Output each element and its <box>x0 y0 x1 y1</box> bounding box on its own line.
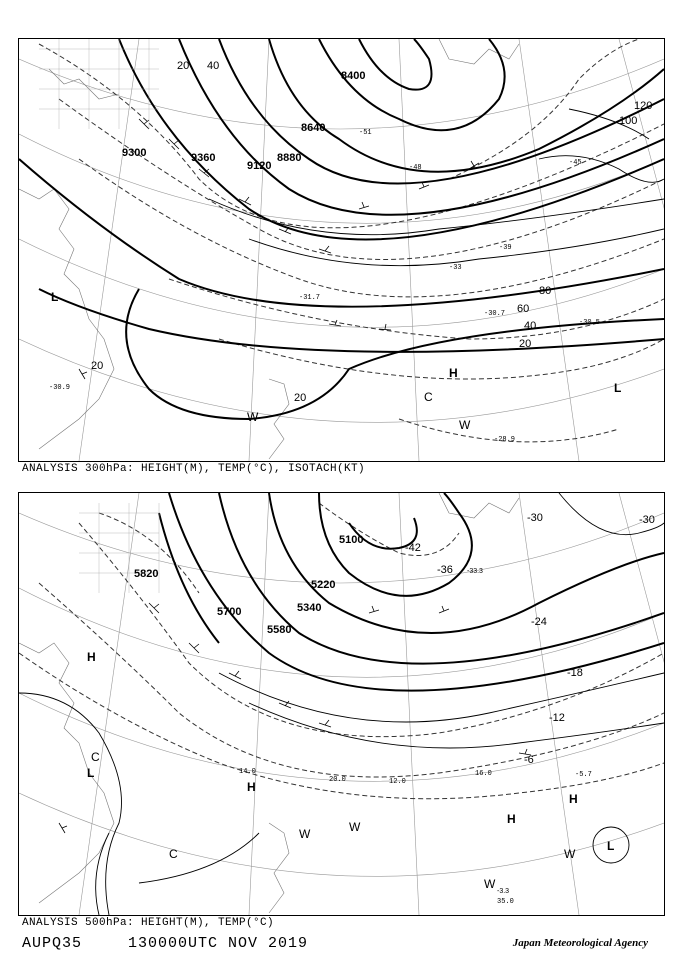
pressure-center-label: W <box>247 410 259 424</box>
station-value: 16.0 <box>475 770 492 778</box>
temp-label: -45 <box>569 159 582 167</box>
height-label: 9300 <box>122 147 147 159</box>
temp-contour-label: -6 <box>524 754 534 766</box>
temp-contour-label: -3.3 <box>497 888 510 895</box>
temp-contour-label: -18 <box>567 667 583 679</box>
station-value: -5.7 <box>575 771 592 779</box>
height-label: 9360 <box>191 152 216 164</box>
height-label: 5100 <box>339 534 364 546</box>
pressure-center-group <box>51 290 621 432</box>
map-500hpa-svg <box>19 493 664 915</box>
pressure-center-label: W <box>299 827 311 841</box>
temp-label: -30.7 <box>484 310 506 318</box>
height-label-group <box>134 534 363 636</box>
height-label: 5340 <box>297 602 322 614</box>
pressure-center-label: L <box>614 381 622 395</box>
height-label: 5700 <box>217 606 242 618</box>
pressure-center-label: C <box>169 847 178 861</box>
pressure-center-label: L <box>87 766 95 780</box>
height-label: 8880 <box>277 152 302 164</box>
map-panel-300hpa <box>18 38 665 462</box>
pressure-center-label: L <box>51 290 59 304</box>
height-label: 5820 <box>134 568 159 580</box>
caption-300hpa: ANALYSIS 300hPa: HEIGHT(M), TEMP(°C), ISOTACH(KT) <box>22 463 366 475</box>
height-label: 8400 <box>341 70 366 82</box>
temp-dashed-lines <box>19 503 664 799</box>
temp-contour-label: -30 <box>527 512 543 524</box>
pressure-center-label: C <box>91 750 100 764</box>
pressure-center-label: H <box>247 780 256 794</box>
temp-label: -31.7 <box>299 294 321 302</box>
height-label: 5580 <box>267 624 292 636</box>
station-value: 12.0 <box>389 778 406 786</box>
coastline <box>19 39 519 459</box>
temp-contour-label: -30 <box>639 514 655 526</box>
pressure-center-label: W <box>564 847 576 861</box>
pressure-center-label: H <box>449 366 458 380</box>
pressure-center-label: H <box>569 792 578 806</box>
pressure-center-label: H <box>87 650 96 664</box>
station-value: 14.0 <box>239 768 256 776</box>
isotach-label: 20 <box>519 338 532 350</box>
isotach-label: 40 <box>524 320 537 332</box>
pressure-center-label: C <box>424 390 433 404</box>
isotach-label: 20 <box>294 392 307 404</box>
valid-time: 130000UTC NOV 2019 <box>128 935 309 952</box>
agency-name: Japan Meteorological Agency <box>512 937 648 949</box>
height-label: 5220 <box>311 579 336 591</box>
pressure-center-label: W <box>484 877 496 891</box>
pressure-center-label: L <box>607 839 615 853</box>
pressure-center-label: W <box>349 820 361 834</box>
temp-contour-label: -24 <box>531 616 547 628</box>
temp-label: -39 <box>499 244 512 252</box>
isotach-label: 80 <box>539 285 552 297</box>
temp-contour-label: -42 <box>405 542 421 554</box>
height-label-group <box>122 70 365 172</box>
map-300hpa-svg <box>19 39 664 461</box>
coastline <box>19 493 519 913</box>
height-contours <box>159 493 664 691</box>
height-label: 8640 <box>301 122 326 134</box>
temp-label: -51 <box>359 129 372 137</box>
station-value: 20.0 <box>329 776 346 784</box>
pressure-center-label: W <box>459 418 471 432</box>
temp-label: -48 <box>409 164 422 172</box>
temp-label: -30.5 <box>579 319 601 327</box>
temp-label: -30.9 <box>49 384 71 392</box>
isotach-label: 100 <box>619 115 638 127</box>
station-value: 35.0 <box>497 898 514 906</box>
temp-contour-label: -33.3 <box>467 568 483 575</box>
temp-label: -28.9 <box>494 436 516 444</box>
height-contours <box>19 39 664 419</box>
temp-contour-label: -12 <box>549 712 565 724</box>
map-panel-500hpa <box>18 492 665 916</box>
pressure-center-label: H <box>507 812 516 826</box>
caption-500hpa: ANALYSIS 500hPa: HEIGHT(M), TEMP(°C) <box>22 917 275 929</box>
isotach-label: 40 <box>207 60 220 72</box>
isotach-label: 20 <box>91 360 104 372</box>
graticule <box>19 39 664 461</box>
isotach-label: 120 <box>634 100 653 112</box>
height-label: 9120 <box>247 160 272 172</box>
temp-contour-label: -36 <box>437 564 453 576</box>
chart-id: AUPQ35 <box>22 935 83 952</box>
isotach-label: 60 <box>517 303 530 315</box>
isotach-lines <box>39 39 664 442</box>
isotach-label: 20 <box>177 60 190 72</box>
temp-label: -33 <box>449 264 462 272</box>
